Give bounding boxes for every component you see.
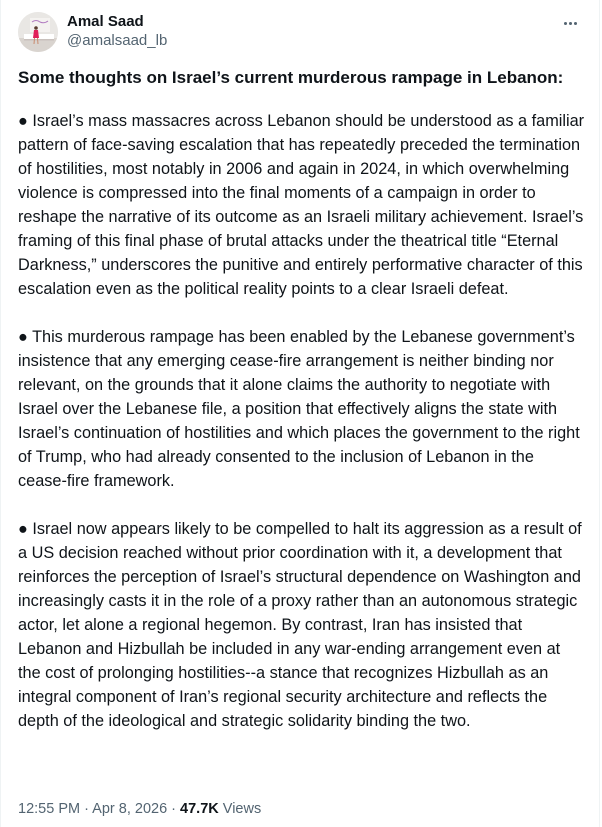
tweet-paragraph: ● Israel now appears likely to be compelled to halt its aggression as a result of a US decision reached without prior coordination with it, a development that reinforces the perception of Israel’s structural dependence on Washington and increasingly casts it in the role of a proxy rather than an autonomous strategic actor, let alone a regional hegemon. By contrast, Iran has insisted that Lebanon and Hizbullah be included in any war-ending arrangement even at the cost of prolonging hostilities--a stance that recognizes Hizbullah as an integral component of Iran’s regional security architecture and reflects the depth of the ideological and strategic solidarity binding the two. bbox=[18, 520, 582, 730]
views-label: Views bbox=[218, 801, 262, 817]
post-time: 12:55 PM bbox=[18, 801, 81, 817]
separator: · bbox=[167, 801, 181, 817]
tweet-metadata bbox=[18, 799, 261, 819]
more-horizontal-icon bbox=[564, 22, 567, 25]
tweet-header bbox=[18, 12, 587, 56]
avatar[interactable] bbox=[18, 12, 58, 52]
tweet-paragraph: ● This murderous rampage has been enabled by the Lebanese government’s insistence that any emerging cease-fire arrangement is neither binding nor relevant, on the grounds that it alone claims the authority to negotiate with Israel over the Lebanese file, a position that effectively aligns the state with Israel’s continuation of hostilities and which places the government to the right of Trump, who had already consented to the inclusion of Lebanon in the cease-fire framework. bbox=[18, 328, 580, 490]
views-count: 47.7K bbox=[180, 801, 219, 817]
more-horizontal-icon bbox=[574, 22, 577, 25]
tweet-text bbox=[18, 66, 585, 757]
author-display-name[interactable]: Amal Saad bbox=[67, 13, 144, 30]
profile-photo-icon bbox=[18, 12, 58, 52]
tweet-paragraph: ● Israel’s mass massacres across Lebanon should be understood as a familiar pattern of face-saving escalation that has repeatedly preceded the termination of hostilities, most notably in 2006 and again in 2024, in which overwhelming violence is compressed into the final moments of a campaign in order to reshape the narrative of its outcome as an Israeli military achievement. Israel’s framing of this final phase of brutal attacks under the theatrical title “Eternal Darkness,” underscores the punitive and entirely performative character of this escalation even as the political reality points to a clear Israeli defeat. bbox=[18, 112, 585, 298]
more-options-button[interactable] bbox=[559, 16, 581, 30]
separator: · bbox=[80, 801, 93, 817]
author-names bbox=[67, 13, 167, 51]
author-handle[interactable]: @amalsaad_lb bbox=[67, 32, 168, 49]
more-horizontal-icon bbox=[569, 22, 572, 25]
post-date: Apr 8, 2026 bbox=[92, 801, 168, 817]
tweet-title: Some thoughts on Israel’s current murderous rampage in Lebanon: bbox=[18, 68, 564, 87]
timestamp-link[interactable] bbox=[18, 801, 167, 817]
